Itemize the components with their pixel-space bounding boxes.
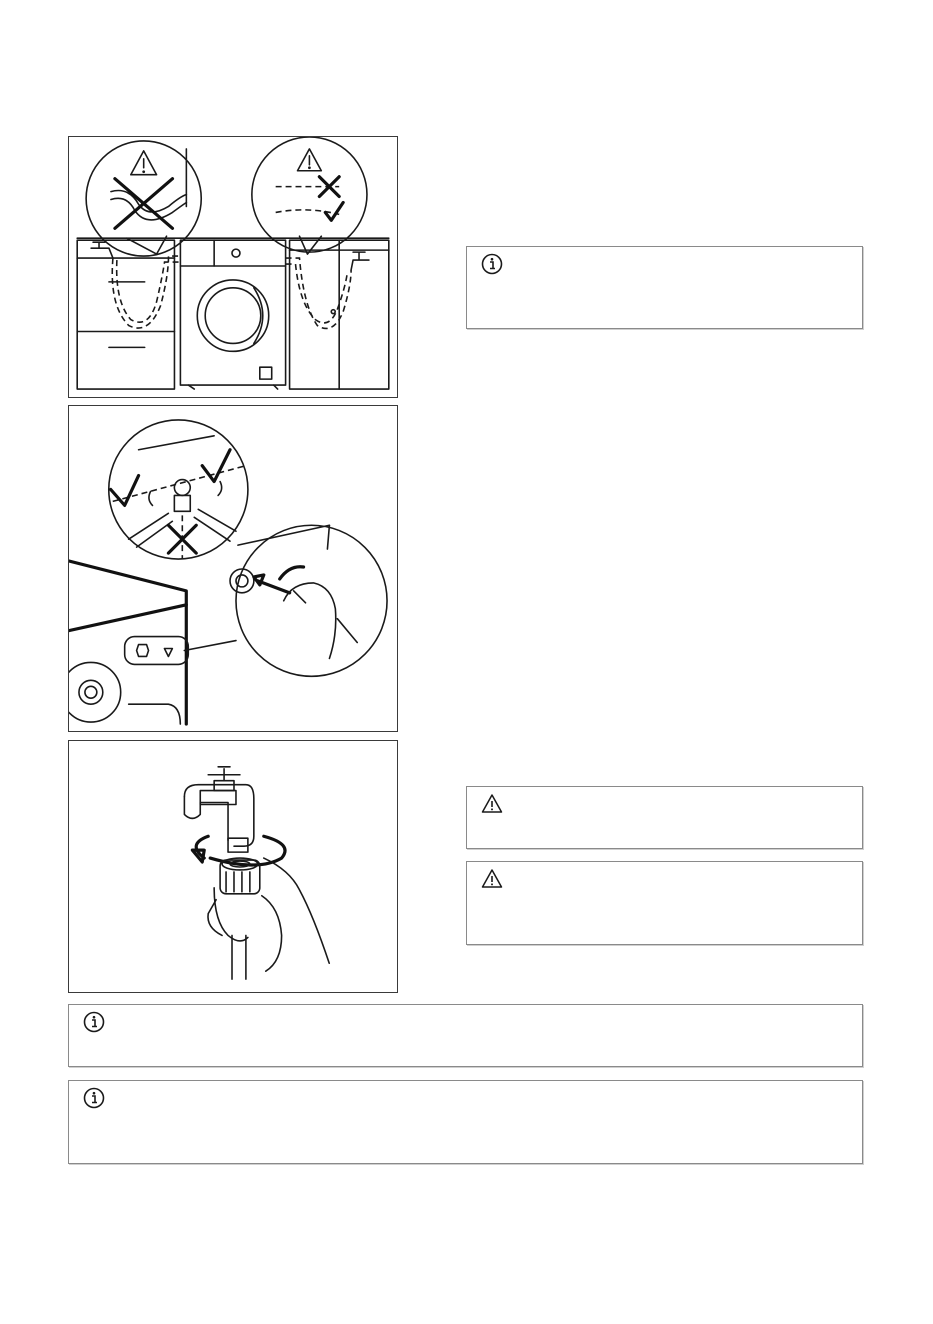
info-icon	[83, 1011, 105, 1033]
warning-note-1	[466, 786, 863, 849]
info-note-2	[68, 1004, 863, 1067]
hose-routing-illustration	[69, 137, 397, 397]
info-note-3	[68, 1080, 863, 1164]
warning-note-2	[466, 861, 863, 945]
info-note-1	[466, 246, 863, 329]
warning-icon	[481, 868, 503, 890]
figure-tap-connection	[68, 740, 398, 993]
info-icon	[481, 253, 503, 275]
info-icon	[83, 1087, 105, 1109]
figure-hose-routing	[68, 136, 398, 398]
hose-angle-illustration	[69, 406, 397, 731]
warning-icon	[481, 793, 503, 815]
figure-hose-angle	[68, 405, 398, 732]
tap-connection-illustration	[69, 741, 397, 992]
